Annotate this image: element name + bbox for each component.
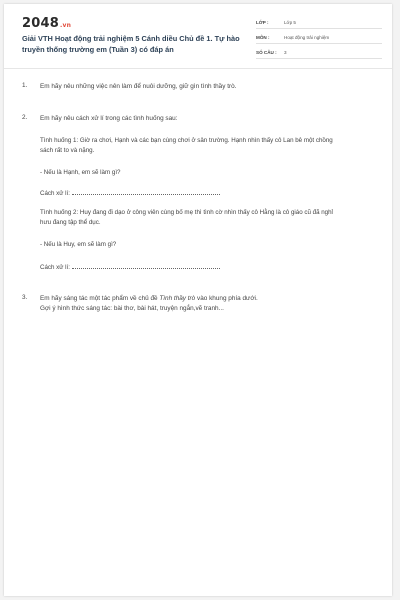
question-2-text: Em hãy nêu cách xử lí trong các tình huống sau: xyxy=(40,115,178,122)
topic-italic: Tình thầy trò xyxy=(159,295,196,302)
situation-1-question: - Nếu là Hạnh, em sẽ làm gì? xyxy=(40,169,121,176)
site-logo[interactable] xyxy=(22,16,71,31)
meta-label: MÔN : xyxy=(256,35,270,40)
meta-label: SỐ CÂU : xyxy=(256,50,277,55)
document-title: Giải VTH Hoạt động trải nghiệm 5 Cánh diều Chủ đề 1. Tự hào truyền thống trường em (Tuần 3) có đáp án xyxy=(22,34,240,54)
situation-2: Tình huống 2: Huy đang đi dạo ở công viên cùng bố mẹ thì tình cờ nhìn thấy cô Hằng là cô giáo cũ đã nghỉ hưu đang tập thể dục. xyxy=(40,209,333,226)
document-header xyxy=(4,4,392,66)
meta-value: Lớp 5 xyxy=(284,20,296,25)
meta-row-class xyxy=(256,18,382,29)
document-page xyxy=(4,4,392,596)
document-meta xyxy=(256,18,382,63)
question-1-text: Em hãy nêu những việc nên làm để nuôi dưỡng, giữ gìn tình thầy trò. xyxy=(40,83,237,90)
header-divider xyxy=(4,68,392,69)
logo-text: 2048 xyxy=(22,16,59,31)
question-3-text xyxy=(40,294,360,304)
question-number: 3. xyxy=(22,294,28,301)
text-before: Em hãy sáng tác một tác phẩm về chủ đề xyxy=(40,295,160,302)
question-number: 1. xyxy=(22,82,28,89)
meta-value: Hoạt động trải nghiệm xyxy=(284,35,330,40)
situation-2-question: - Nếu là Huy, em sẽ làm gì? xyxy=(40,241,117,248)
question-3-hint: Gợi ý hình thức sáng tác: bài thơ, bài hát, truyện ngắn,vẽ tranh... xyxy=(40,305,224,312)
logo-suffix: .vn xyxy=(59,22,72,29)
answer-line xyxy=(72,262,220,269)
meta-row-question-count xyxy=(256,48,382,59)
situation-1: Tình huống 1: Giờ ra chơi, Hạnh và các bạn cùng chơi ở sân trường. Hạnh nhìn thấy cô Lan bê một chồng sách rất to và nặng. xyxy=(40,137,333,154)
meta-label: LỚP : xyxy=(256,20,269,25)
answer-label: Cách xử lí: xyxy=(40,264,70,271)
meta-row-subject xyxy=(256,33,382,44)
meta-value: 3 xyxy=(284,50,287,55)
answer-line xyxy=(72,188,220,195)
situation-2-answer xyxy=(40,262,340,273)
answer-label: Cách xử lí: xyxy=(40,190,70,197)
question-number: 2. xyxy=(22,114,28,121)
text-after: vào khung phía dưới. xyxy=(195,295,258,302)
situation-1-answer xyxy=(40,188,340,199)
